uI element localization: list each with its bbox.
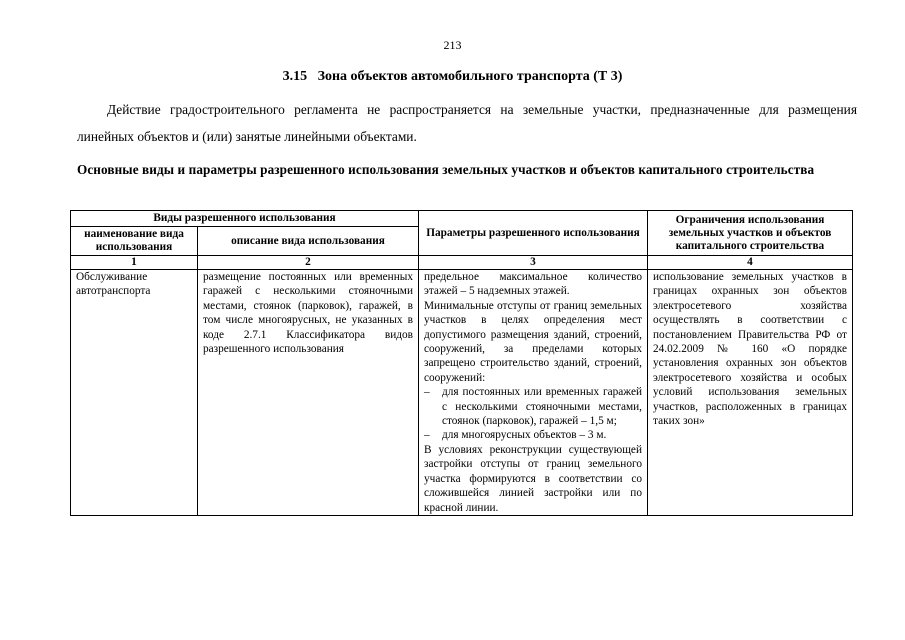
usage-description-cell: размещение постоянных или временных гаражей с несколькими стояночными местами, стоянок (парковок), гаражей, в том числе многоярусных, не указанных в коде 2.7.1 Классификатора видов разрешенного использования <box>198 270 419 516</box>
header-group-usage-types: Виды разрешенного использования <box>71 211 419 227</box>
column-number: 2 <box>198 256 419 270</box>
page-number: 213 <box>443 38 462 52</box>
params-cell <box>419 270 648 516</box>
column-number: 3 <box>419 256 648 270</box>
header-params: Параметры разрешенного использования <box>419 211 648 256</box>
limits-cell: использование земельных участков в границах охранных зон объектов электросетевого хозяйства осуществлять в соответствии с постановлением Правительства РФ от 24.02.2009 № 160 «О порядке установления охранных зон объектов электросетевого хозяйства и особых условий использования земельных участков, расположенных в границах таких зон» <box>648 270 853 516</box>
column-number-row <box>71 256 853 270</box>
params-max-floors: предельное максимальное количество этажей – 5 надземных этажей. <box>424 271 642 298</box>
list-item: – для постоянных или временных гаражей с несколькими стояночными местами, стоянок (парковок), гаражей – 1,5 м; <box>424 385 642 428</box>
header-usage-description: описание вида использования <box>198 227 419 256</box>
params-setbacks-list <box>424 385 642 443</box>
table-header-row-1 <box>71 211 853 227</box>
column-number: 4 <box>648 256 853 270</box>
usage-name-cell: Обслуживание автотранспорта <box>71 270 198 516</box>
regulation-table <box>70 210 853 516</box>
table-row <box>71 270 853 516</box>
header-usage-name: наименование вида использования <box>71 227 198 256</box>
params-setbacks-intro: Минимальные отступы от границ земельных участков в целях определения мест допустимого размещения зданий, строений, сооружений, за пределами которых запрещено строительство зданий, строений, сооружений: <box>424 299 642 384</box>
params-reconstruction: В условиях реконструкции существующей застройки отступы от границ земельного участка формируются в соответствии со сложившейся линией застройки или по красной линии. <box>424 443 642 514</box>
intro-paragraph: Действие градостроительного регламента не распространяется на земельные участки, предназначенные для размещения линейных объектов и (или) занятые линейными объектами. <box>77 102 857 144</box>
header-limits: Ограничения использования земельных участков и объектов капитального строительства <box>648 211 853 256</box>
table-subheading: Основные виды и параметры разрешенного использования земельных участков и объектов капитального строительства <box>77 162 815 177</box>
column-number: 1 <box>71 256 198 270</box>
section-title: 3.15 Зона объектов автомобильного транспорта (Т 3) <box>282 69 623 84</box>
list-item: – для многоярусных объектов – 3 м. <box>424 428 642 442</box>
